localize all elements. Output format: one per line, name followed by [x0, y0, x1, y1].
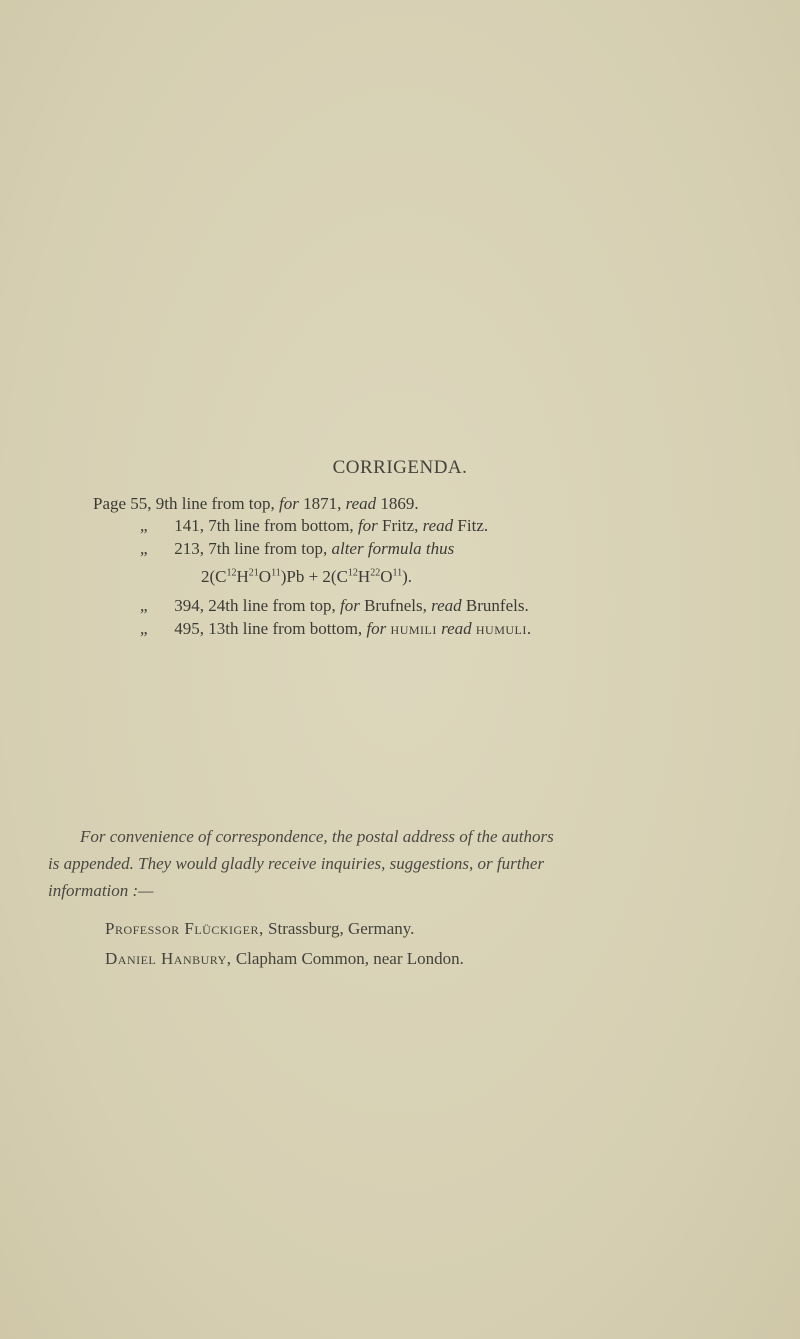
- entry-old: Fritz,: [382, 516, 419, 535]
- entry-page: 213,: [174, 539, 204, 558]
- entry-for-word: for: [366, 619, 387, 638]
- address-line: [105, 919, 414, 939]
- entry-new: Fitz.: [457, 516, 489, 535]
- formula-sup: 11: [271, 567, 281, 579]
- entry-for-word: for: [279, 494, 299, 513]
- corrigendum-entry: [140, 516, 488, 536]
- entry-old: Brufnels,: [364, 596, 427, 615]
- formula-sup: 22: [370, 567, 381, 579]
- entry-old: 1871,: [303, 494, 342, 513]
- correspondence-note: [48, 823, 768, 904]
- formula-part: 2(C: [201, 567, 227, 586]
- entry-new: 1869.: [380, 494, 419, 513]
- entry-location: 24th line from top,: [208, 596, 336, 615]
- entry-page: 495,: [174, 619, 204, 638]
- note-line: For convenience of correspondence, the postal address of the authors: [80, 827, 554, 846]
- entry-page: 141,: [174, 516, 204, 535]
- author-place: Strassburg, Germany.: [268, 919, 415, 938]
- entry-read-word: read: [422, 516, 454, 535]
- formula-sup: 11: [392, 567, 403, 579]
- corrigendum-entry: [140, 596, 529, 616]
- formula-part: ).: [402, 567, 413, 586]
- entry-read-word: read: [431, 596, 462, 615]
- corrigendum-entry: [93, 494, 419, 514]
- corrigendum-entry: [140, 619, 532, 639]
- author-place: Clapham Common, near London.: [235, 949, 464, 968]
- entry-prefix: Page: [93, 494, 127, 513]
- formula-part: )Pb + 2(C: [280, 567, 348, 586]
- note-line: information :—: [48, 881, 154, 900]
- formula-part: O: [380, 567, 393, 586]
- entry-location: 9th line from top,: [155, 494, 275, 513]
- note-line: is appended. They would gladly receive inquiries, suggestions, or further: [48, 854, 545, 873]
- entry-location: 7th line from bottom,: [208, 516, 354, 535]
- entry-page: 394,: [174, 596, 204, 615]
- ditto-mark: „: [140, 539, 148, 558]
- formula-part: H: [236, 567, 249, 586]
- address-line: [105, 949, 464, 969]
- entry-old: humili: [390, 619, 437, 638]
- formula-part: O: [258, 567, 272, 586]
- entry-page: 55,: [130, 494, 152, 513]
- entry-for-word: for: [339, 596, 360, 615]
- entry-read-word: read: [345, 494, 377, 513]
- entry-instruction: alter formula thus: [331, 539, 455, 558]
- formula-sup: 21: [248, 567, 259, 579]
- formula-sup: 12: [226, 567, 237, 579]
- corrigendum-entry: [140, 539, 454, 559]
- entry-new: Brunfels.: [465, 596, 529, 615]
- chemical-formula: [201, 567, 412, 587]
- ditto-mark: „: [140, 516, 148, 535]
- formula-sup: 12: [347, 567, 358, 579]
- entry-location: 13th line from bottom,: [208, 619, 363, 638]
- page-title: CORRIGENDA.: [332, 457, 468, 478]
- entry-location: 7th line from top,: [208, 539, 328, 558]
- author-name: Professor Flückiger,: [105, 919, 264, 938]
- ditto-mark: „: [140, 619, 148, 638]
- entry-new: humuli.: [475, 619, 532, 638]
- entry-for-word: for: [357, 516, 378, 535]
- entry-read-word: read: [441, 619, 472, 638]
- author-name: Daniel Hanbury,: [105, 949, 232, 968]
- formula-part: H: [357, 567, 371, 586]
- ditto-mark: „: [140, 596, 148, 615]
